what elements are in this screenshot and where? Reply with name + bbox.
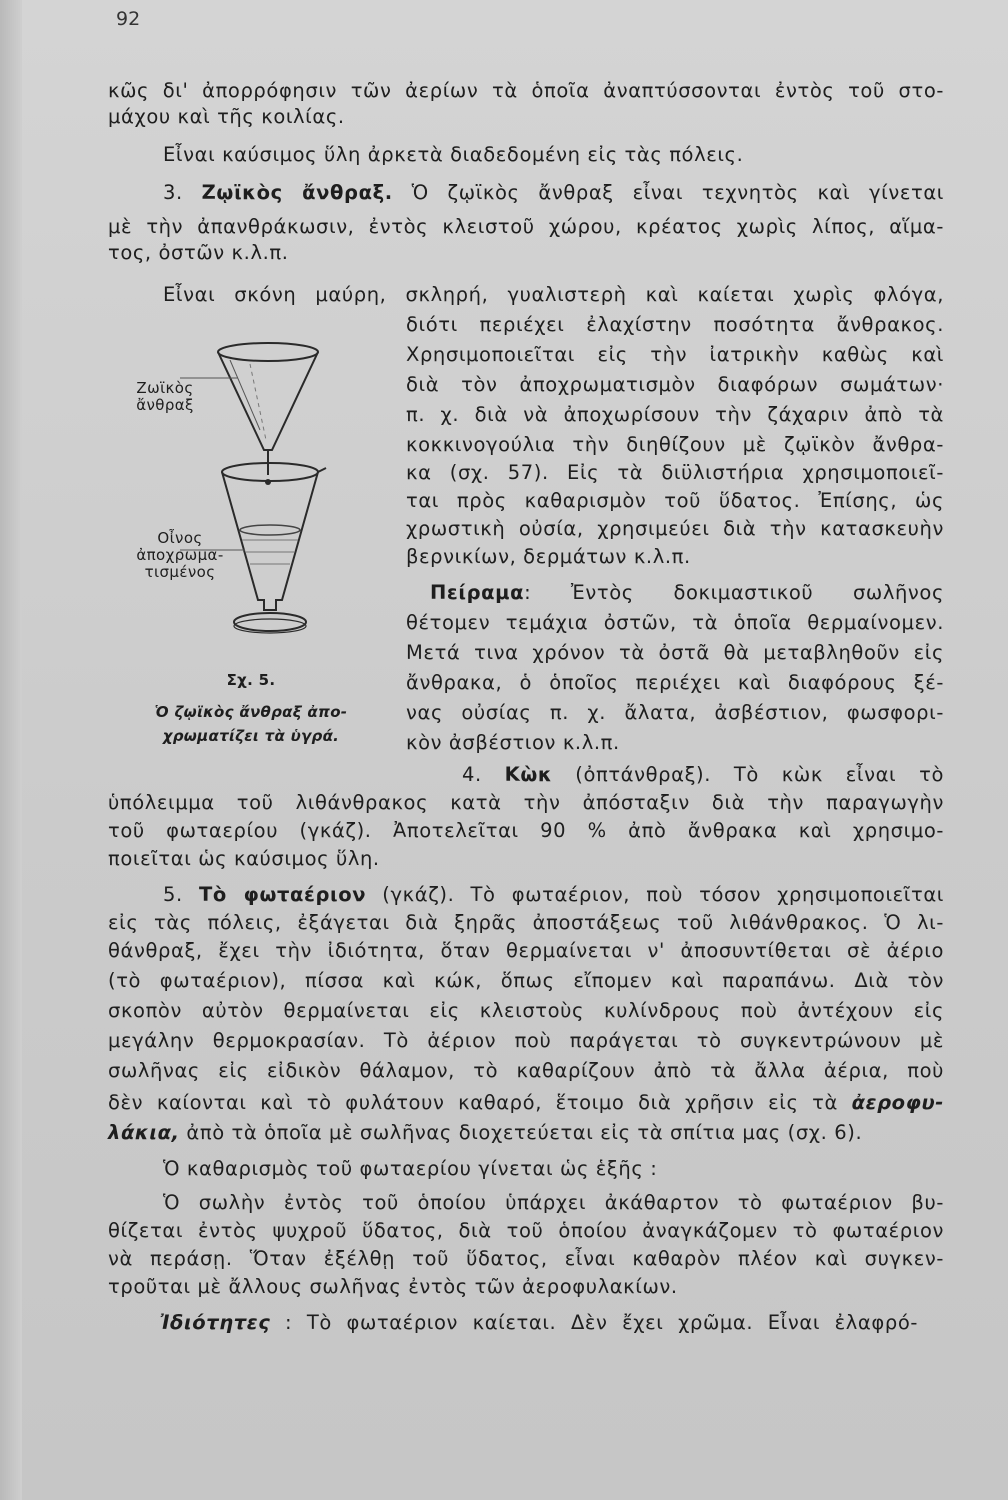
text-line: ποιεῖται ὡς καύσιμος ὕλη.	[108, 847, 380, 870]
text-line: τος, ὀστῶν κ.λ.π.	[108, 241, 289, 264]
text-line: νὰ περάσῃ. Ὅταν ἐξέλθῃ τοῦ ὕδατος, εἶναι καθαρὸν πλέον καὶ συγκεν-	[108, 1247, 944, 1270]
column-line: κὸν ἀσβέστιον κ.λ.π.	[406, 731, 620, 754]
experiment-heading-line	[430, 580, 944, 606]
section-5-heading-line	[163, 882, 944, 908]
experiment-label: Πείραμα	[430, 581, 525, 604]
text-line: τοῦ φωταερίου (γκάζ). Ἀποτελεῖται 90 % ἀπὸ ἄνθρακα καὶ χρησιμο-	[108, 819, 944, 842]
column-line: χρωστικὴ οὐσία, χρησιμεύει διὰ τὴν κατασκευὴν	[406, 517, 944, 540]
text-line: κῶς δι' ἀπορρόφησιν τῶν ἀερίων τὰ ὁποῖα ἀναπτύσσονται ἐντὸς τοῦ στο-	[108, 79, 944, 102]
column-line: θέτομεν τεμάχια ὀστῶν, τὰ ὁποῖα θερμαίνομεν.	[406, 611, 944, 634]
text-line: μάχου καὶ τῆς κοιλίας.	[108, 105, 345, 128]
column-line: ἄνθρακα, ὁ ὁποῖος περιέχει καὶ διαφόρους ξέ-	[406, 671, 944, 694]
text-line	[108, 1090, 944, 1116]
filter-glass-illustration	[120, 330, 382, 650]
figure-5	[120, 330, 382, 750]
figure-label-charcoal	[134, 380, 196, 414]
column-line: διὰ τὸν ἀποχρωματισμὸν διαφόρων σωμάτων·	[406, 373, 944, 396]
text-line: Εἶναι καύσιμος ὕλη ἀρκετὰ διαδεδομένη εἰς τὰς πόλεις.	[163, 143, 744, 166]
text-line: Ὁ καθαρισμὸς τοῦ φωταερίου γίνεται ὡς ἑξῆς :	[163, 1157, 658, 1180]
text-line: θάνθραξ, ἔχει τὴν ἰδιότητα, ὅταν θερμαίνεται ν' ἀποσυντίθεται σὲ ἀέριο	[108, 939, 944, 962]
section-title: Ζῳϊκὸς ἄνθραξ.	[201, 181, 393, 204]
section-4-heading-line	[462, 762, 944, 788]
label-line: ἄνθραξ	[136, 396, 194, 414]
page-number: 92	[116, 8, 141, 30]
column-line: κοκκινογούλια τὴν διηθίζουν μὲ ζῳϊκὸν ἄνθρα-	[406, 433, 944, 456]
caption-line: Ὁ ζῳϊκὸς ἄνθραξ ἀπο-	[154, 703, 348, 721]
text-span: Ὁ ζῳϊκὸς ἄνθραξ εἶναι τεχνητὸς καὶ γίνεται	[411, 181, 944, 204]
section-number: 4.	[462, 763, 482, 786]
figure-label-wine	[120, 530, 240, 581]
label-line: τισμένος	[144, 563, 216, 581]
label-line: Ζωϊκὸς	[136, 379, 194, 397]
text-line: εἰς τὰς πόλεις, ἐξάγεται διὰ ξηρᾶς ἀποστάξεως τοῦ λιθάνθρακος. Ὁ λι-	[108, 911, 944, 934]
properties-line	[160, 1310, 918, 1336]
text-span: : Τὸ φωταέριον καίεται. Δὲν ἔχει χρῶμα. Εἶναι ἐλαφρό-	[285, 1311, 918, 1334]
label-line: ἀποχρωμα-	[136, 546, 224, 564]
column-line: κα (σχ. 57). Εἰς τὰ διϋλιστήρια χρησιμοποιεῖ-	[406, 461, 944, 484]
italic-term: ἀεροφυ-	[851, 1091, 944, 1114]
section-title: Κὼκ	[504, 763, 553, 786]
text-span: ἀπὸ τὰ ὁποῖα μὲ σωλῆνας διοχετεύεται εἰς τὰ σπίτια μας (σχ. 6).	[186, 1121, 863, 1144]
section-3-heading-line	[163, 180, 944, 206]
column-line: νας οὐσίας π. χ. ἄλατα, ἀσβέστιον, φωσφορι-	[406, 701, 944, 724]
column-line: διότι περιέχει ἐλαχίστην ποσότητα ἄνθρακος.	[406, 313, 944, 336]
column-line: Μετά τινα χρόνον τὰ ὀστᾶ θὰ μεταβληθοῦν εἰς	[406, 641, 944, 664]
text-line: ὑπόλειμμα τοῦ λιθάνθρακος κατὰ τὴν ἀπόσταξιν διὰ τὴν παραγωγὴν	[108, 791, 944, 814]
text-line: τροῦται μὲ ἄλλους σωλῆνας ἐντὸς τῶν ἀεροφυλακίων.	[108, 1275, 678, 1298]
text-line	[108, 1120, 944, 1146]
page-binding-edge	[0, 0, 22, 1500]
text-line: μὲ τὴν ἀπανθράκωσιν, ἐντὸς κλειστοῦ χώρου, κρέατος χωρὶς λίπος, αἵμα-	[108, 215, 944, 238]
text-line: μεγάλην θερμοκρασίαν. Τὸ ἀέριον ποὺ παράγεται τὸ συγκεντρώνουν μὲ	[108, 1029, 944, 1052]
label-line: Οἶνος	[157, 529, 203, 547]
figure-caption	[120, 700, 382, 748]
text-span: : Ἐντὸς δοκιμαστικοῦ σωλῆνος	[524, 581, 944, 604]
column-line: βερνικίων, δερμάτων κ.λ.π.	[406, 545, 691, 568]
text-line: θίζεται ἐντὸς ψυχροῦ ὕδατος, διὰ τοῦ ὁποίου ἀναγκάζομεν τὸ φωταέριον	[108, 1219, 944, 1242]
text-line: Ὁ σωλὴν ἐντὸς τοῦ ὁποίου ὑπάρχει ἀκάθαρτον τὸ φωταέριον βυ-	[163, 1191, 944, 1214]
column-line: π. χ. διὰ νὰ ἀποχωρίσουν τὴν ζάχαριν ἀπὸ τὰ	[406, 403, 944, 426]
section-number: 3.	[163, 181, 183, 204]
figure-number: Σχ. 5.	[226, 671, 276, 689]
italic-term: λάκια,	[108, 1121, 180, 1144]
column-line: Χρησιμοποιεῖται εἰς τὴν ἰατρικὴν καθὼς καὶ	[406, 343, 944, 366]
text-line: σκοπὸν αὐτὸν θερμαίνεται εἰς κλειστοὺς κυλίνδρους ποὺ ἀντέχουν εἰς	[108, 999, 944, 1022]
text-span: δὲν καίονται καὶ τὸ φυλάτουν καθαρό, ἕτοιμο διὰ χρῆσιν εἰς τὰ	[108, 1091, 838, 1114]
section-title: Τὸ φωταέριον	[198, 883, 367, 906]
text-line: Εἶναι σκόνη μαύρη, σκληρή, γυαλιστερὴ καὶ καίεται χωρὶς φλόγα,	[163, 283, 944, 306]
text-line: (τὸ φωταέριον), πίσσα καὶ κώκ, ὅπως εἴπομεν καὶ παραπάνω. Διὰ τὸν	[108, 969, 944, 992]
properties-label: Ἰδιότητες	[160, 1311, 271, 1334]
text-span: (ὀπτάνθραξ). Τὸ κὼκ εἶναι τὸ	[575, 763, 944, 786]
column-line: ται πρὸς καθαρισμὸν τοῦ ὕδατος. Ἐπίσης, ὡς	[406, 489, 944, 512]
section-number: 5.	[163, 883, 183, 906]
text-span: (γκάζ). Τὸ φωταέριον, ποὺ τόσον χρησιμοποιεῖται	[382, 883, 944, 906]
caption-line: χρωματίζει τὰ ὑγρά.	[162, 727, 340, 745]
text-line: σωλῆνας εἰς εἰδικὸν θάλαμον, τὸ καθαρίζουν ἀπὸ τὰ ἄλλα ἀέρια, ποὺ	[108, 1059, 944, 1082]
